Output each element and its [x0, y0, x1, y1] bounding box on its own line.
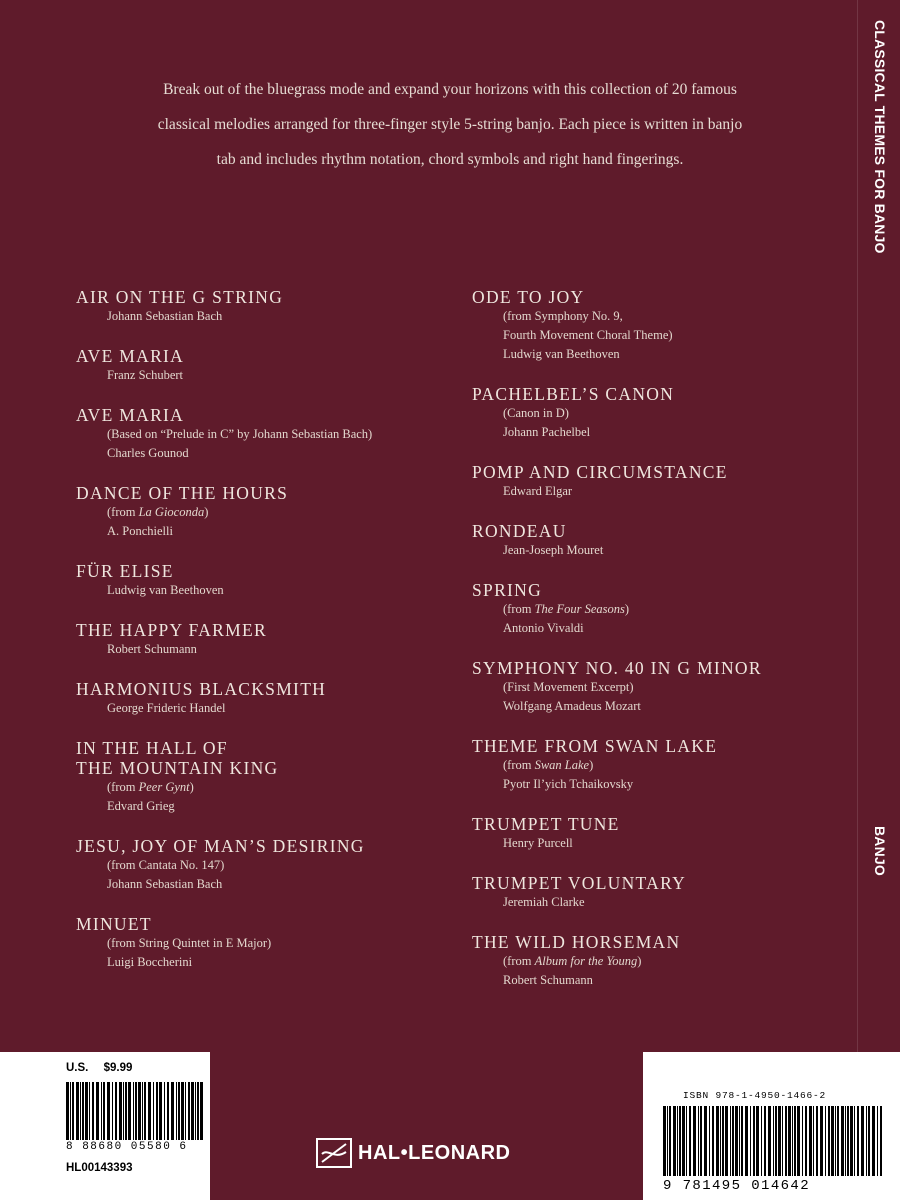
song-composer: Johann Pachelbel: [503, 425, 591, 439]
upc-barcode: [66, 1082, 205, 1140]
song-entry: [472, 462, 852, 501]
spine: [857, 0, 900, 1200]
price-label-panel: [0, 1052, 210, 1200]
barcode-bar: [850, 1106, 853, 1176]
barcode-bar: [119, 1082, 122, 1140]
song-composer: Charles Gounod: [107, 446, 189, 460]
song-note-prefix: (from: [503, 602, 535, 616]
barcode-bar: [66, 1082, 69, 1140]
barcode-bar: [831, 1106, 834, 1176]
song-title: DANCE OF THE HOURS: [76, 483, 289, 503]
barcode-bar: [123, 1082, 124, 1140]
song-composer: Wolfgang Amadeus Mozart: [503, 699, 641, 713]
barcode-bar: [70, 1082, 71, 1140]
upc-digits: 8 88680 05580 6: [66, 1141, 188, 1153]
barcode-bar: [176, 1082, 177, 1140]
barcode-bar: [144, 1082, 146, 1140]
barcode-bar: [195, 1082, 196, 1140]
price-value: $9.99: [103, 1062, 133, 1074]
barcode-bar: [816, 1106, 818, 1176]
barcode-bar: [682, 1106, 685, 1176]
song-note-suffix: ): [189, 780, 194, 794]
barcode-bar: [722, 1106, 724, 1176]
song-title: AVE MARIA: [76, 346, 185, 366]
barcode-bar: [171, 1082, 174, 1140]
barcode-bar: [782, 1106, 783, 1176]
barcode-bar: [750, 1106, 751, 1176]
price-line: [66, 1062, 132, 1074]
song-note-suffix: ): [637, 954, 642, 968]
song-title: POMP AND CIRCUMSTANCE: [472, 462, 728, 482]
song-title: AVE MARIA: [76, 405, 185, 425]
song-title: SYMPHONY NO. 40 IN G MINOR: [472, 658, 762, 678]
barcode-bar: [200, 1082, 203, 1140]
barcode-bar: [138, 1082, 141, 1140]
publisher-name: HAL•LEONARD: [358, 1141, 511, 1164]
barcode-bar: [868, 1106, 870, 1176]
song-note-prefix: (from: [107, 505, 139, 519]
song-note: [76, 778, 456, 797]
song-title: PACHELBEL’S CANON: [472, 384, 675, 404]
song-entry: [76, 346, 456, 385]
song-title: ODE TO JOY: [472, 287, 585, 307]
song-composer: Pyotr Il’yich Tchaikovsky: [503, 777, 634, 791]
song-note-suffix: ): [624, 602, 630, 616]
isbn-barcode: [663, 1106, 884, 1176]
barcode-bar: [181, 1082, 184, 1140]
song-entry: [76, 483, 456, 541]
barcode-bar: [133, 1082, 134, 1140]
song-note-work-title: Album for the Young: [534, 954, 638, 968]
barcode-bar: [156, 1082, 158, 1140]
song-title: FÜR ELISE: [76, 561, 174, 581]
song-note-work-title: La Gioconda: [138, 505, 205, 519]
barcode-bar: [753, 1106, 755, 1176]
barcode-bar: [857, 1106, 859, 1176]
song-note-prefix: (from: [503, 758, 535, 772]
barcode-bar: [785, 1106, 787, 1176]
barcode-bar: [185, 1082, 186, 1140]
barcode-bar: [89, 1082, 90, 1140]
song-composer: Robert Schumann: [107, 642, 197, 656]
song-title: THE HAPPY FARMER: [76, 620, 267, 640]
barcode-bar: [76, 1082, 79, 1140]
song-entry: [472, 658, 852, 716]
barcode-bar: [698, 1106, 699, 1176]
barcode-bar: [761, 1106, 762, 1176]
barcode-bar: [142, 1082, 143, 1140]
barcode-bar: [82, 1082, 84, 1140]
barcode-bar: [841, 1106, 844, 1176]
song-title: TRUMPET VOLUNTARY: [472, 873, 687, 893]
barcode-bar: [835, 1106, 836, 1176]
song-entry: [76, 679, 456, 718]
barcode-bar: [788, 1106, 791, 1176]
barcode-bar: [802, 1106, 803, 1176]
barcode-bar: [128, 1082, 131, 1140]
isbn-text: ISBN 978-1-4950-1466-2: [683, 1090, 827, 1101]
isbn-digits: 9 781495 014642: [663, 1178, 811, 1194]
song-entry: [472, 580, 852, 638]
barcode-bar: [756, 1106, 759, 1176]
song-note: (First Movement Excerpt): [503, 680, 634, 694]
price-region: U.S.: [66, 1062, 89, 1074]
barcode-bar: [861, 1106, 864, 1176]
spine-title: CLASSICAL THEMES FOR BANJO: [872, 20, 888, 254]
song-list-right: [472, 287, 852, 1010]
song-entry: [76, 836, 456, 894]
song-entry: [472, 736, 852, 794]
song-composer: Antonio Vivaldi: [503, 621, 584, 635]
song-composer: Ludwig van Beethoven: [107, 583, 224, 597]
barcode-bar: [745, 1106, 748, 1176]
barcode-bar: [741, 1106, 743, 1176]
song-note: [76, 503, 456, 522]
barcode-bar: [847, 1106, 849, 1176]
barcode-bar: [164, 1082, 165, 1140]
song-title: JESU, JOY OF MAN’S DESIRING: [76, 836, 365, 856]
song-title: RONDEAU: [472, 521, 567, 541]
song-entry: [472, 287, 852, 364]
barcode-bar: [689, 1106, 691, 1176]
barcode-bar: [72, 1082, 74, 1140]
song-note: (from Symphony No. 9, Fourth Movement Choral Theme): [503, 309, 673, 342]
song-title: MINUET: [76, 914, 152, 934]
song-composer: Edvard Grieg: [107, 799, 175, 813]
song-entry: [76, 620, 456, 659]
song-composer: Jeremiah Clarke: [503, 895, 585, 909]
barcode-bar: [792, 1106, 793, 1176]
hal-leonard-logo-icon: [316, 1138, 352, 1168]
song-title: AIR ON THE G STRING: [76, 287, 284, 307]
barcode-bar: [854, 1106, 855, 1176]
song-entry: [76, 914, 456, 972]
song-note: [472, 756, 852, 775]
song-entry: [472, 384, 852, 442]
barcode-bar: [825, 1106, 826, 1176]
song-composer: Edward Elgar: [503, 484, 573, 498]
barcode-bar: [820, 1106, 823, 1176]
barcode-bar: [828, 1106, 830, 1176]
barcode-bar: [872, 1106, 875, 1176]
barcode-bar: [794, 1106, 796, 1176]
barcode-bar: [80, 1082, 81, 1140]
barcode-bar: [880, 1106, 882, 1176]
song-title: HARMONIUS BLACKSMITH: [76, 679, 327, 699]
barcode-bar: [85, 1082, 88, 1140]
song-note: (Based on “Prelude in C” by Johann Sebastian Bach): [107, 427, 373, 441]
song-title: SPRING: [472, 580, 543, 600]
song-note: [472, 600, 852, 619]
song-title: THE WILD HORSEMAN: [472, 932, 681, 952]
song-note-prefix: (from: [503, 954, 535, 968]
barcode-bar: [178, 1082, 180, 1140]
barcode-bar: [148, 1082, 151, 1140]
barcode-bar: [773, 1106, 774, 1176]
song-note-work-title: Peer Gynt: [138, 780, 190, 794]
barcode-bar: [667, 1106, 668, 1176]
barcode-bar: [107, 1082, 110, 1140]
song-entry: [76, 561, 456, 600]
song-title: IN THE HALL OF THE MOUNTAIN KING: [76, 738, 279, 778]
barcode-bar: [101, 1082, 102, 1140]
barcode-bar: [679, 1106, 681, 1176]
barcode-bar: [716, 1106, 719, 1176]
barcode-bar: [809, 1106, 812, 1176]
barcode-bar: [197, 1082, 199, 1140]
song-note-suffix: ): [204, 505, 209, 519]
barcode-bar: [188, 1082, 190, 1140]
publisher-logo: [316, 1138, 511, 1168]
song-note-prefix: (from: [107, 780, 139, 794]
barcode-bar: [877, 1106, 878, 1176]
barcode-bar: [732, 1106, 734, 1176]
spine-instrument: BANJO: [872, 826, 888, 877]
barcode-bar: [686, 1106, 687, 1176]
song-note: (from Cantata No. 147): [107, 858, 225, 872]
barcode-bar: [725, 1106, 728, 1176]
barcode-bar: [669, 1106, 671, 1176]
song-entry: [76, 287, 456, 326]
barcode-bar: [730, 1106, 731, 1176]
barcode-bar: [712, 1106, 714, 1176]
barcode-bar: [837, 1106, 839, 1176]
song-composer: Robert Schumann: [503, 973, 593, 987]
barcode-bar: [663, 1106, 666, 1176]
song-composer: Ludwig van Beethoven: [503, 347, 620, 361]
barcode-bar: [125, 1082, 127, 1140]
song-entry: [472, 932, 852, 990]
barcode-bar: [191, 1082, 194, 1140]
intro-paragraph: Break out of the bluegrass mode and expand your horizons with this collection of 20 famous classical melodies arranged for three-finger style 5-string banjo. Each piece is written in banjo tab and includes rhythm notation, chord symbols and right hand fingerings.: [157, 81, 743, 168]
song-note: (from String Quintet in E Major): [107, 936, 272, 950]
barcode-bar: [96, 1082, 99, 1140]
song-note: [472, 952, 852, 971]
song-note-suffix: ): [589, 758, 594, 772]
barcode-bar: [115, 1082, 117, 1140]
song-note-work-title: The Four Seasons: [534, 602, 625, 616]
barcode-bar: [805, 1106, 807, 1176]
barcode-bar: [103, 1082, 105, 1140]
song-composer: Franz Schubert: [107, 368, 184, 382]
song-title: TRUMPET TUNE: [472, 814, 620, 834]
barcode-bar: [768, 1106, 771, 1176]
barcode-bar: [720, 1106, 721, 1176]
isbn-label-panel: [643, 1052, 900, 1200]
song-composer: Johann Sebastian Bach: [107, 877, 223, 891]
barcode-bar: [153, 1082, 154, 1140]
barcode-bar: [764, 1106, 766, 1176]
song-composer: George Frideric Handel: [107, 701, 226, 715]
barcode-bar: [845, 1106, 846, 1176]
barcode-bar: [813, 1106, 814, 1176]
barcode-bar: [778, 1106, 781, 1176]
barcode-bar: [797, 1106, 800, 1176]
song-title: THEME FROM SWAN LAKE: [472, 736, 718, 756]
song-entry: [76, 738, 456, 816]
barcode-bar: [866, 1106, 867, 1176]
item-number: HL00143393: [66, 1162, 133, 1174]
barcode-bar: [112, 1082, 113, 1140]
song-entry: [472, 873, 852, 912]
song-entry: [472, 814, 852, 853]
song-composer: Luigi Boccherini: [107, 955, 193, 969]
song-note-work-title: Swan Lake: [534, 758, 590, 772]
song-entry: [472, 521, 852, 560]
song-note: (Canon in D): [503, 406, 569, 420]
barcode-bar: [775, 1106, 777, 1176]
barcode-bar: [700, 1106, 702, 1176]
barcode-bar: [735, 1106, 738, 1176]
barcode-bar: [673, 1106, 676, 1176]
song-composer: A. Ponchielli: [107, 524, 173, 538]
barcode-bar: [677, 1106, 678, 1176]
song-list-left: [76, 287, 456, 992]
barcode-bar: [739, 1106, 740, 1176]
barcode-bar: [709, 1106, 710, 1176]
song-composer: Henry Purcell: [503, 836, 573, 850]
barcode-bar: [92, 1082, 94, 1140]
song-composer: Jean-Joseph Mouret: [503, 543, 604, 557]
barcode-bar: [704, 1106, 707, 1176]
barcode-bar: [135, 1082, 137, 1140]
barcode-bar: [693, 1106, 696, 1176]
barcode-bar: [167, 1082, 169, 1140]
barcode-bar: [159, 1082, 162, 1140]
song-composer: Johann Sebastian Bach: [107, 309, 223, 323]
song-entry: [76, 405, 456, 463]
